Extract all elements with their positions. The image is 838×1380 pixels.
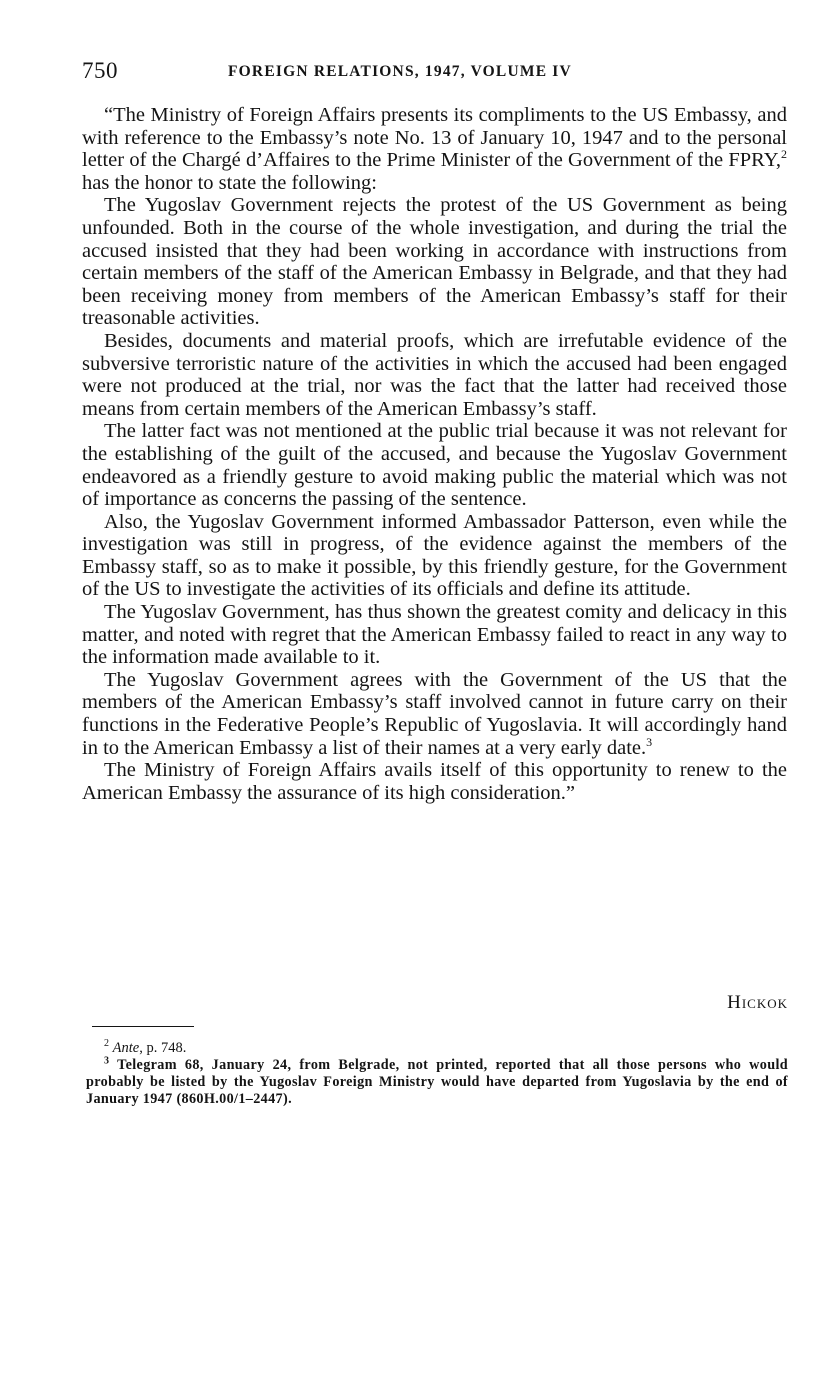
paragraph-2: The Yugoslav Government rejects the protest of the US Government as being unfounded. Both in the course of the whole investigation, and during the trial the accused insisted that they had been working in accordance with instructions from certain members of the staff of the American Embassy in Belgrade, and that they had been receiving money from members of the American Embassy’s staff for their treasonable activities. (82, 194, 787, 330)
page-number: 750 (82, 58, 118, 83)
footnote-2-text: , p. 748. (139, 1040, 187, 1056)
paragraph-7 (82, 669, 787, 759)
footnote-ref-3: 3 (646, 734, 653, 749)
footnotes (86, 1040, 788, 1108)
paragraph-5: Also, the Yugoslav Government informed Ambassador Patterson, even while the investigation was still in progress, of the evidence against the members of the Embassy staff, so as to make it possible, by this friendly gesture, for the Government of the US to investigate the activities of its officials and define its attitude. (82, 510, 787, 601)
paragraph-8: The Ministry of Foreign Affairs avails itself of this opportunity to renew to the American Embassy the assurance of its high consideration.” (82, 759, 787, 804)
footnote-2 (86, 1040, 788, 1057)
running-head: FOREIGN RELATIONS, 1947, VOLUME IV (228, 63, 572, 80)
document-body (82, 104, 787, 804)
paragraph-1-tail: has the honor to state the following: (82, 171, 377, 194)
footnote-2-mark: 2 (104, 1038, 109, 1050)
footnote-3-mark: 3 (104, 1055, 110, 1067)
paragraph-1-text: “The Ministry of Foreign Affairs presents its compliments to the US Embassy, and with reference to the Embassy’s note No. 13 of January 10, 1947 and to the personal letter of the Chargé d’Affaires to the Prime Minister of the Government of the FPRY, (82, 104, 787, 172)
footnote-3 (86, 1057, 788, 1108)
paragraph-3: Besides, documents and material proofs, which are irrefutable evidence of the subversive terroristic nature of the activities in which the accused had been engaged were not produced at the trial, nor was the fact that the latter had received those means from certain members of the American Embassy’s staff. (82, 329, 787, 420)
paragraph-7-text: The Yugoslav Government agrees with the Government of the US that the members of the American Embassy’s staff involved cannot in future carry on their functions in the Federative People’s Republic of Yugoslavia. It will accordingly hand in to the American Embassy a list of their names at a very early date. (82, 668, 787, 759)
paragraph-1 (82, 104, 787, 194)
page-header (82, 58, 790, 88)
footnote-3-text: Telegram 68, January 24, from Belgrade, not printed, reported that all those persons who would probably be listed by the Yugoslav Foreign Ministry would have departed from Yugoslavia by the end of January 1947 (860H.00/1–2447). (86, 1057, 788, 1107)
footnote-2-ref: Ante (112, 1040, 140, 1056)
footnote-divider (92, 1026, 194, 1027)
paragraph-4: The latter fact was not mentioned at the public trial because it was not relevant for the establishing of the guilt of the accused, and because the Yugoslav Government endeavored as a friendly gesture to avoid making public the material which was not of importance as concerns the passing of the sentence. (82, 420, 787, 511)
footnote-ref-2: 2 (781, 147, 787, 162)
signature: Hickok (727, 992, 788, 1013)
paragraph-6: The Yugoslav Government, has thus shown the greatest comity and delicacy in this matter, and noted with regret that the American Embassy failed to react in any way to the information made available to it. (82, 601, 787, 669)
